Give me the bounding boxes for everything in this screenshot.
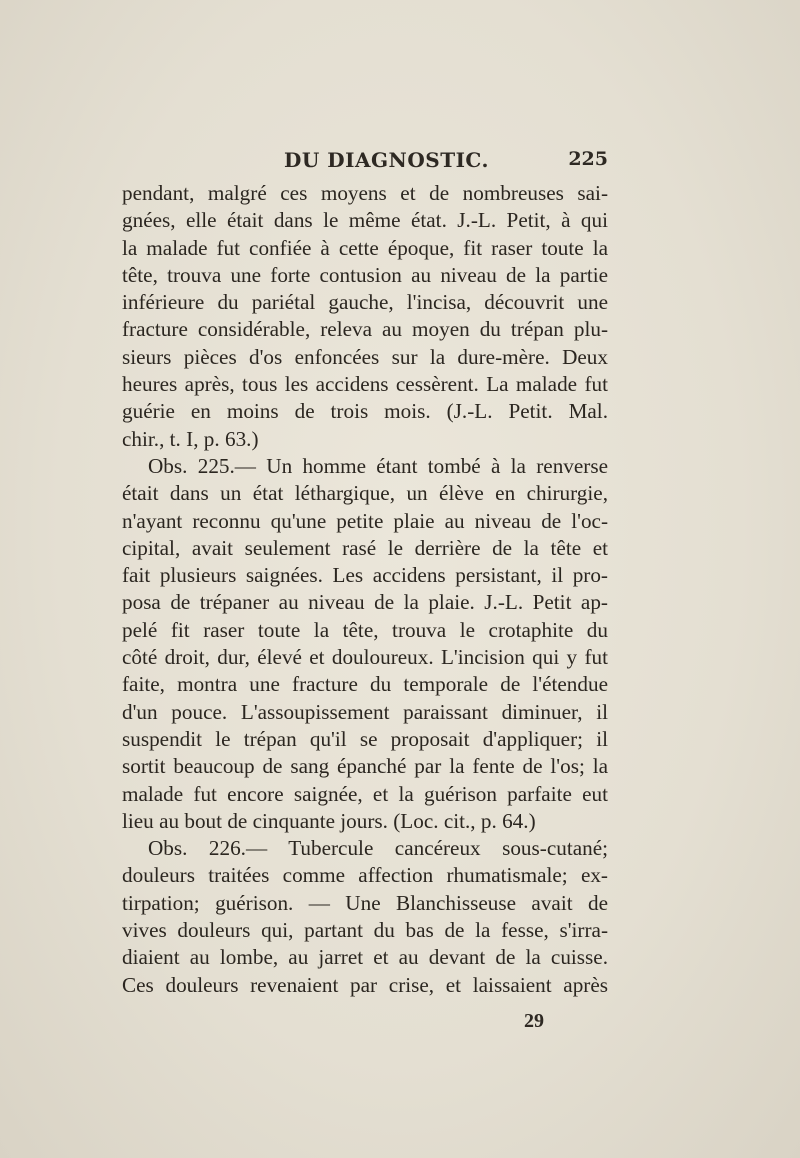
observation-225-start: Obs. 225.— Un homme étant tombé à la renverse [148,453,608,478]
text-line: pendant, malgré ces moyens et de nombreuses sai- [122,181,608,205]
text-line: la malade fut confiée à cette époque, fit raser toute la [122,235,608,260]
text-line: faite, montra une fracture du temporale de l'étendue [122,672,608,697]
text-line: vives douleurs qui, partant du bas de la fesse, s'irra- [122,918,608,943]
running-title: DU DIAGNOSTIC. [284,148,489,172]
text-line: était dans un état léthargique, un élève en chirurgie, [122,481,608,506]
text-line: sortit beaucoup de sang épanché par la fente de l'os; la [122,754,608,779]
text-line: guérie en moins de trois mois. (J.-L. Petit. Mal. [122,399,608,424]
text-line: tirpation; guérison. — Une Blanchisseuse avait de [122,890,608,915]
text-line: pelé fit raser toute la tête, trouva le crotaphite du [122,617,608,642]
text-line: n'ayant reconnu qu'une petite plaie au niveau de l'oc- [122,508,608,533]
text-line: chir., t. I, p. 63.) [122,426,259,451]
text-line: tête, trouva une forte contusion au niveau de la partie [122,262,608,287]
text-line: Ces douleurs revenaient par crise, et laissaient après [122,972,608,997]
text-line: fait plusieurs saignées. Les accidens persistant, il pro- [122,563,608,588]
text-line: heures après, tous les accidens cessèrent. La malade fut [122,372,608,397]
page-header [122,148,608,178]
text-line: cipital, avait seulement rasé le derrière de la tête et [122,535,608,560]
text-line: malade fut encore saignée, et la guérison parfaite eut [122,781,608,806]
text-line: sieurs pièces d'os enfoncées sur la dure-mère. Deux [122,344,608,369]
text-line: douleurs traitées comme affection rhumatismale; ex- [122,863,608,888]
text-line: côté droit, dur, élevé et douloureux. L'incision qui y fut [122,645,608,670]
text-line: fracture considérable, releva au moyen du trépan plu- [122,317,608,342]
page-number: 225 [568,148,608,170]
text-line: diaient au lombe, au jarret et au devant de la cuisse. [122,945,608,970]
body-text [122,180,608,999]
observation-226-start: Obs. 226.— Tubercule cancéreux sous-cutané; [148,836,608,861]
text-line: gnées, elle était dans le même état. J.-L. Petit, à qui [122,208,608,233]
text-line: inférieure du pariétal gauche, l'incisa, découvrit une [122,290,608,315]
text-line: suspendit le trépan qu'il se proposait d'appliquer; il [122,726,608,751]
text-line: lieu au bout de cinquante jours. (Loc. cit., p. 64.) [122,808,536,833]
text-line: d'un pouce. L'assoupissement paraissant diminuer, il [122,699,608,724]
signature-mark: 29 [524,1010,544,1032]
text-line: posa de trépaner au niveau de la plaie. J.-L. Petit ap- [122,590,608,615]
